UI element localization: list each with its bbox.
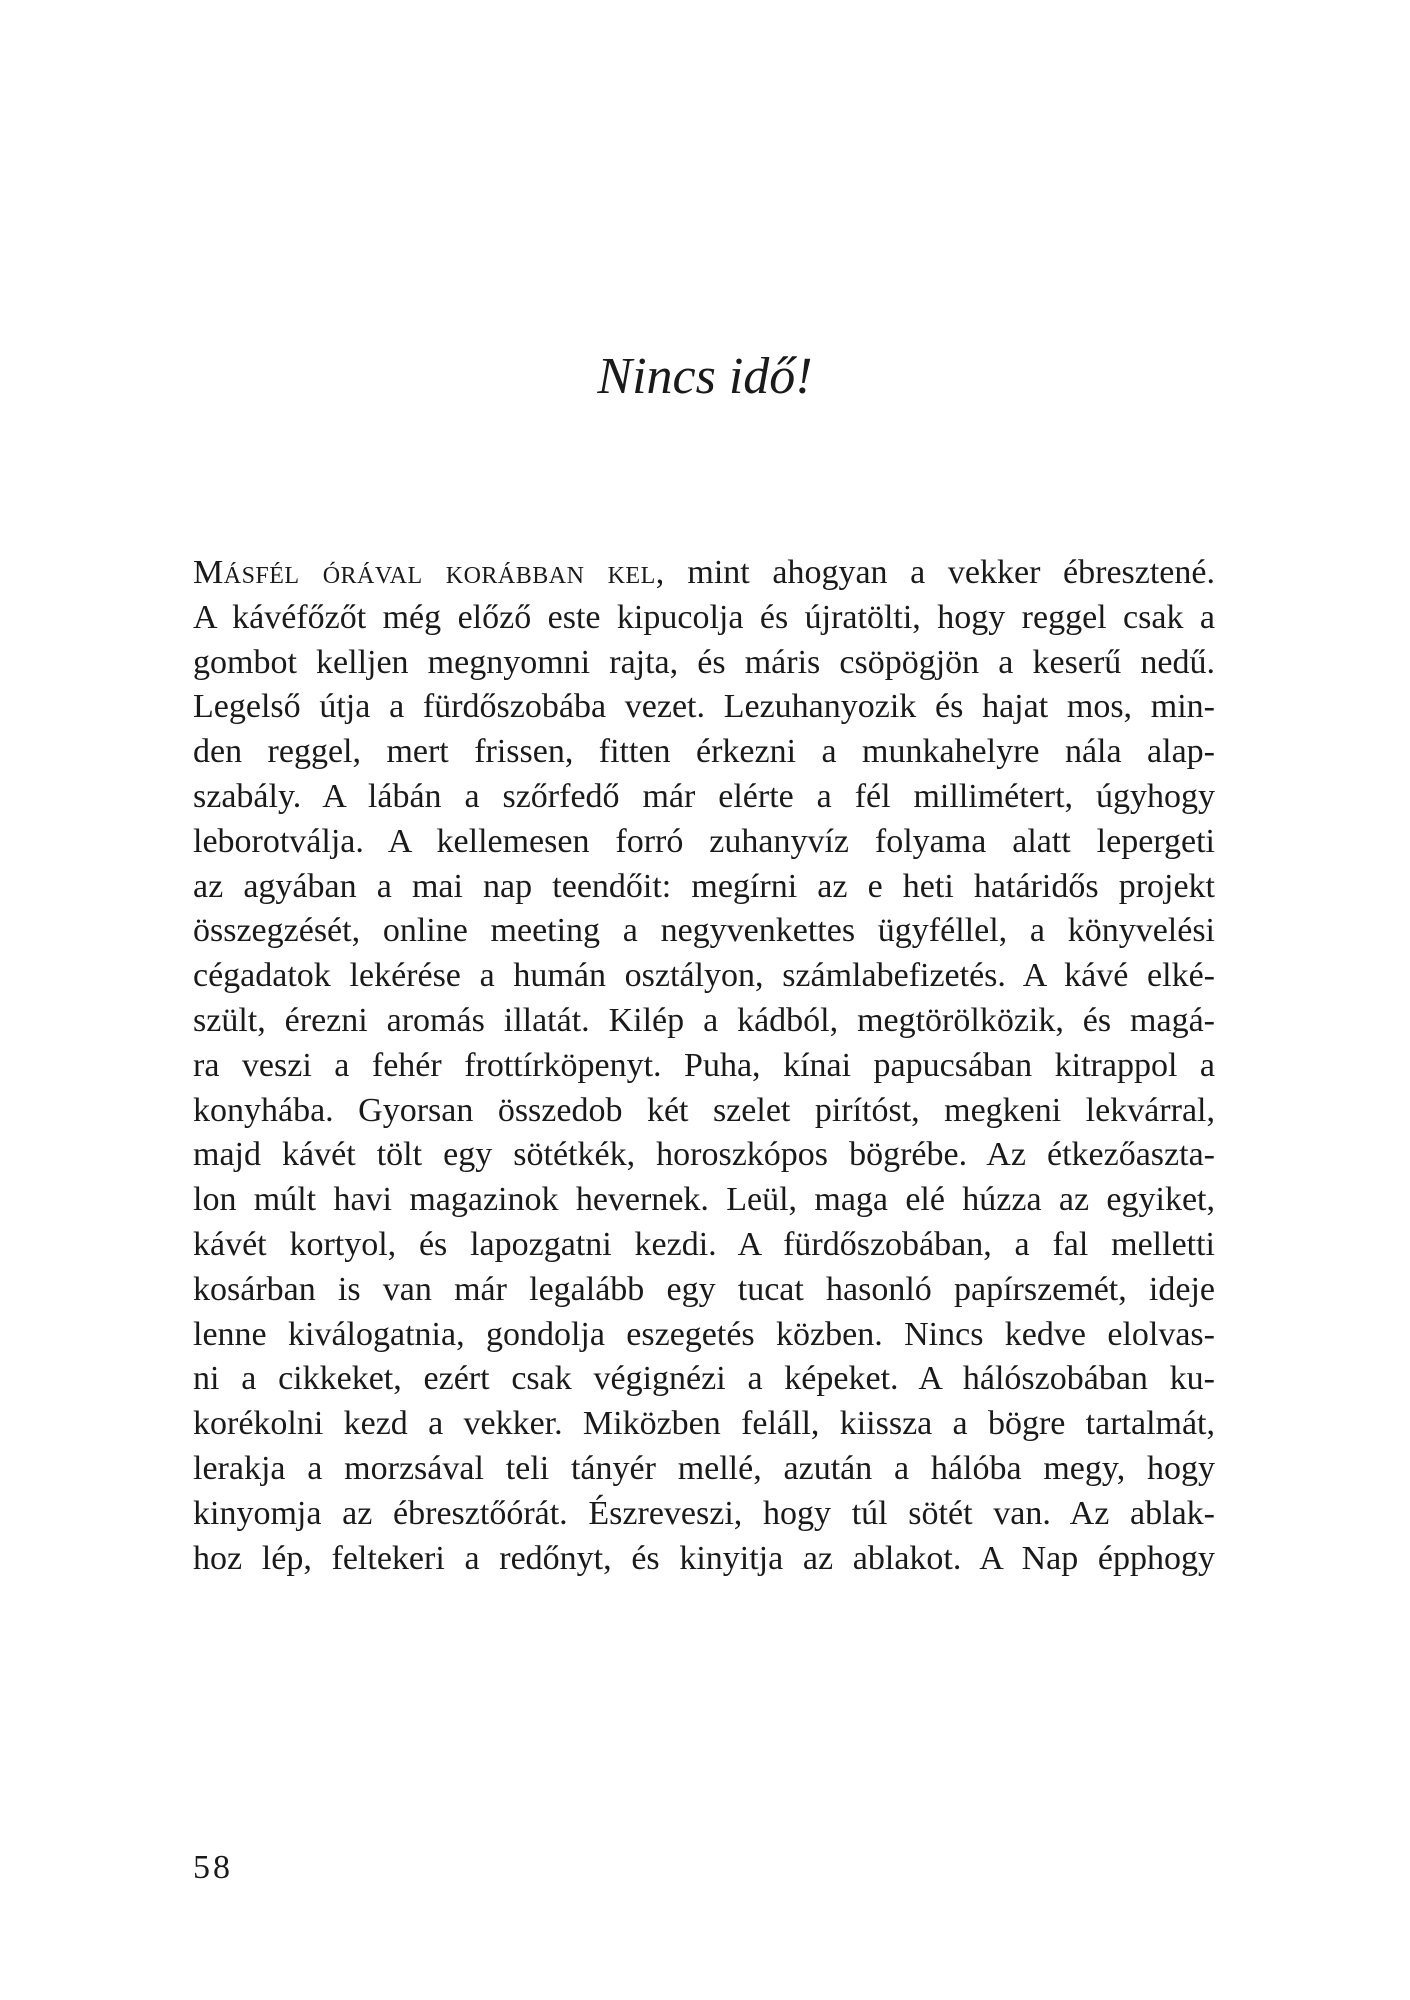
text-line: den reggel, mert frissen, fitten érkezni a munkahelyre nála alap- (193, 733, 1215, 771)
text-line: kinyomja az ébresztőórát. Észreveszi, hogy túl sötét van. Az ablak- (193, 1494, 1215, 1532)
text-line: lenne kiválogatnia, gondolja eszegetés közben. Nincs kedve elolvas- (193, 1315, 1215, 1353)
text-line: Legelső útja a fürdőszobába vezet. Lezuhanyozik és hajat mos, min- (193, 688, 1215, 726)
text-line: korékolni kezd a vekker. Miközben feláll, kiissza a bögre tartalmát, (193, 1405, 1215, 1443)
text-line: az agyában a mai nap teendőit: megírni az e heti határidős projekt (193, 867, 1215, 905)
text-line: lerakja a morzsával teli tányér mellé, azután a hálóba megy, hogy (193, 1449, 1215, 1487)
text-line: gombot kelljen megnyomni rajta, és máris csöpögjön a keserű nedű. (193, 643, 1215, 681)
text-line: kosárban is van már legalább egy tucat hasonló papírszemét, ideje (193, 1270, 1215, 1308)
lead-in-smallcaps: Másfél órával korábban kel, (193, 554, 665, 591)
page-number: 58 (193, 1849, 233, 1886)
text-line: hoz lép, feltekeri a redőnyt, és kinyitja az ablakot. A Nap épphogy (193, 1539, 1215, 1577)
text-line: szült, érezni aromás illatát. Kilép a kádból, megtörölközik, és magá- (193, 1001, 1215, 1039)
text-line: lon múlt havi magazinok hevernek. Leül, maga elé húzza az egyiket, (193, 1181, 1215, 1219)
text-line: kávét kortyol, és lapozgatni kezdi. A fürdőszobában, a fal melletti (193, 1225, 1215, 1263)
text-line: szabály. A lábán a szőrfedő már elérte a fél millimétert, úgyhogy (193, 777, 1215, 815)
text-line-rest: mint ahogyan a vekker ébresztené. (664, 554, 1215, 591)
text-line: ra veszi a fehér frottírköpenyt. Puha, kínai papucsában kitrappol a (193, 1046, 1215, 1084)
body-paragraph (193, 551, 1215, 1581)
text-line: ni a cikkeket, ezért csak végignézi a képeket. A hálószobában ku- (193, 1360, 1215, 1398)
text-line: leborotválja. A kellemesen forró zuhanyvíz folyama alatt lepergeti (193, 822, 1215, 860)
text-line: összegzését, online meeting a negyvenkettes ügyféllel, a könyvelési (193, 912, 1215, 950)
text-line: cégadatok lekérése a humán osztályon, számlabefizetés. A kávé elké- (193, 957, 1215, 995)
chapter-title: Nincs idő! (597, 348, 813, 405)
text-line: majd kávét tölt egy sötétkék, horoszkópos bögrébe. Az étkezőaszta- (193, 1136, 1215, 1174)
text-line (193, 551, 1215, 596)
text-line: konyhába. Gyorsan összedob két szelet pirítóst, megkeni lekvárral, (193, 1091, 1215, 1129)
text-line: A kávéfőzőt még előző este kipucolja és újratölti, hogy reggel csak a (193, 598, 1215, 636)
